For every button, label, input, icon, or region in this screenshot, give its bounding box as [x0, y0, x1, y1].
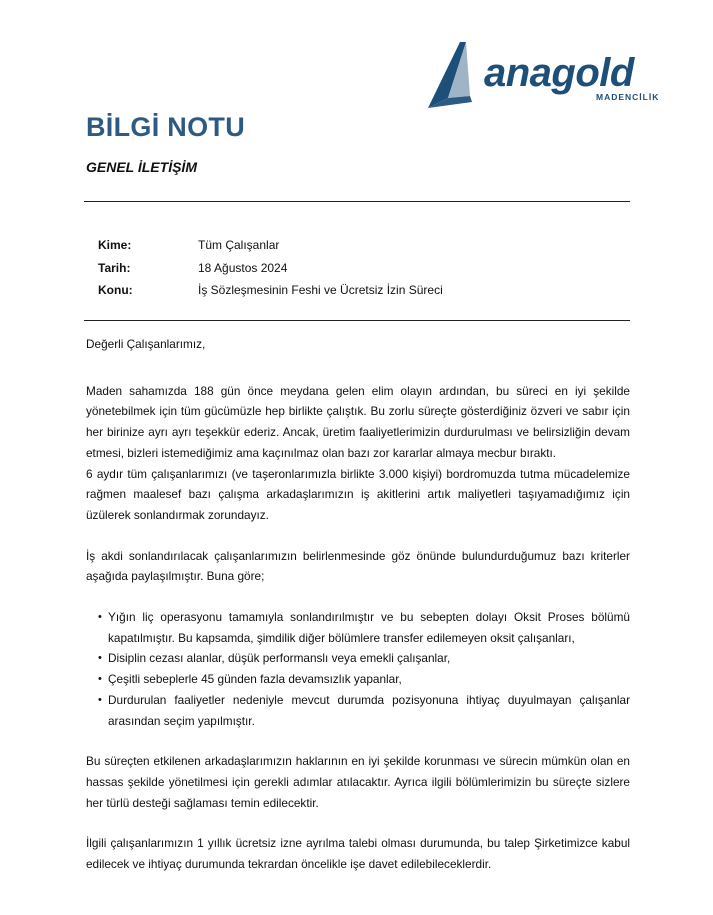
- bullet-icon: •: [98, 652, 102, 665]
- company-logo: [426, 40, 666, 112]
- paragraph-payroll: 6 aydır tüm çalışanlarımızı (ve taşeronlarımızla birlikte 3.000 kişiyi) bordromuzda tutma mücadelemize rağmen maalesef bazı çalışma arkadaşlarımızın iş akitlerini artık maliyetleri taşıyamadığımız için üzülerek sonlandırmak zorundayız.: [86, 466, 630, 522]
- meta-value: 18 Ağustos 2024: [198, 260, 288, 275]
- meta-row-to: [98, 234, 443, 257]
- paragraph-incident: Maden sahamızda 188 gün önce meydana gelen elim olayın ardından, bu süreci en iyi şekilde yönetebilmek için tüm gücümüzle hep birlikte çalıştık. Bu zorlu süreçte gösterdiğiniz özveri ve sabır için her birinize ayrı ayrı teşekkür ederiz. Ancak, üretim faaliyetlerimizin durdurulması ve belirsizliğin devam etmesi, bizleri istemediğimiz ama kaçınılmaz olan bazı zor kararlar almaya mecbur bıraktı.: [86, 383, 630, 460]
- meta-value: İş Sözleşmesinin Feshi ve Ücretsiz İzin Süreci: [198, 283, 443, 298]
- bullet-icon: •: [98, 611, 102, 624]
- meta-row-subject: [98, 279, 443, 302]
- logo-sub-text: MADENCİLİK: [596, 92, 660, 102]
- list-item: [86, 669, 630, 690]
- list-item: [86, 648, 630, 669]
- list-item: [86, 607, 630, 648]
- list-item: [86, 690, 630, 731]
- memo-meta: [98, 234, 443, 302]
- meta-label: Kime:: [98, 238, 132, 253]
- list-item-text: Çeşitli sebeplerle 45 günden fazla devamsızlık yapanlar,: [108, 672, 402, 687]
- page-subtitle: GENEL İLETİŞİM: [86, 159, 197, 175]
- greeting: Değerli Çalışanlarımız,: [86, 337, 206, 351]
- meta-row-date: [98, 257, 443, 280]
- bullet-icon: •: [98, 673, 102, 686]
- header-divider: [84, 201, 630, 202]
- list-item-text: Disiplin cezası alanlar, düşük performanslı veya emekli çalışanlar,: [108, 651, 451, 666]
- anagold-logo-graphic: [426, 40, 666, 112]
- paragraph-unpaid-leave: İlgili çalışanlarımızın 1 yıllık ücretsiz izne ayrılma talebi olması durumunda, bu talep Şirketimizce kabul edilecek ve ihtiyaç durumunda tekrardan öncelikle işe davet edilebileceklerdir.: [86, 836, 630, 872]
- paragraph-support: Bu süreçten etkilenen arkadaşlarımızın haklarının en iyi şekilde korunması ve sürecin mümkün olan en hassas şekilde yönetilmesi için gerekli adımlar atılacaktır. Ayrıca ilgili bölümlerimizin bu süreçte sizlere her türlü desteği sağlaması temin edilecektir.: [86, 754, 630, 810]
- list-item-text: Yığın liç operasyonu tamamıyla sonlandırılmıştır ve bu sebepten dolayı Oksit Proses bölümü kapatılmıştır. Bu kapsamda, şimdilik diğer bölümlere transfer edilemeyen oksit çalışanları,: [108, 610, 630, 645]
- paragraph-criteria-intro: İş akdi sonlandırılacak çalışanlarımızın belirlenmesinde göz önünde bulundurduğumuz bazı kriterler aşağıda paylaşılmıştır. Buna göre;: [86, 548, 630, 584]
- meta-divider: [84, 320, 630, 321]
- criteria-list: [86, 607, 630, 731]
- page-title: BİLGİ NOTU: [86, 112, 245, 142]
- meta-label: Konu:: [98, 283, 133, 298]
- meta-label: Tarih:: [98, 260, 131, 275]
- list-item-text: Durdurulan faaliyetler nedeniyle mevcut durumda pozisyonuna ihtiyaç duyulmayan çalışanlar arasından seçim yapılmıştır.: [108, 692, 630, 728]
- bullet-icon: •: [98, 693, 102, 706]
- memo-body: [86, 334, 630, 875]
- meta-value: Tüm Çalışanlar: [198, 238, 280, 253]
- logo-brand-text: anagold: [484, 51, 634, 95]
